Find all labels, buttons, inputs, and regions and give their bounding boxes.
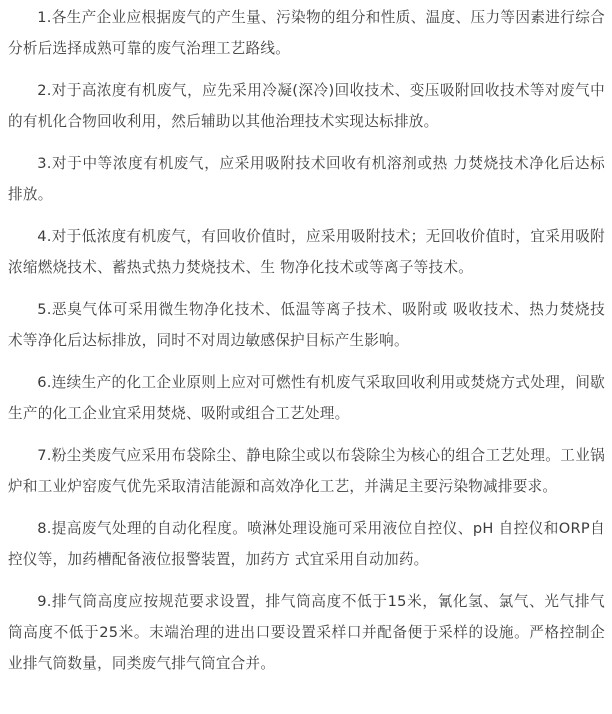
paragraph-3: 3.对于中等浓度有机废气，应采用吸附技术回收有机溶剂或热 力焚烧技术净化后达标排放。 <box>8 155 605 203</box>
paragraph-8: 8.提高废气处理的自动化程度。喷淋处理设施可采用液位自控仪、pH 自控仪和ORP自控仪等，加药槽配备液位报警装置，加药方 式宜采用自动加药。 <box>8 520 605 568</box>
paragraph-1: 1.各生产企业应根据废气的产生量、污染物的组分和性质、温度、压力等因素进行综合分析后选择成熟可靠的废气治理工艺路线。 <box>8 9 605 57</box>
paragraph-7: 7.粉尘类废气应采用布袋除尘、静电除尘或以布袋除尘为核心的组合工艺处理。工业锅炉和工业炉窑废气优先采取清洁能源和高效净化工艺，并满足主要污染物减排要求。 <box>8 447 605 495</box>
paragraph-5: 5.恶臭气体可采用微生物净化技术、低温等离子技术、吸附或 吸收技术、热力焚烧技术等净化后达标排放，同时不对周边敏感保护目标产生影响。 <box>8 301 605 349</box>
paragraph-2: 2.对于高浓度有机废气，应先采用冷凝(深冷)回收技术、变压吸附回收技术等对废气中的有机化合物回收利用，然后辅助以其他治理技术实现达标排放。 <box>8 82 605 130</box>
paragraph-9: 9.排气筒高度应按规范要求设置，排气筒高度不低于15米，氰化氢、氯气、光气排气筒高度不低于25米。末端治理的进出口要设置采样口并配备便于采样的设施。严格控制企业排气筒数量，同类废气排气筒宜合并。 <box>8 593 605 672</box>
paragraph-4: 4.对于低浓度有机废气，有回收价值时，应采用吸附技术；无回收价值时，宜采用吸附浓缩燃烧技术、蓄热式热力焚烧技术、生 物净化技术或等离子等技术。 <box>8 228 605 276</box>
paragraph-6: 6.连续生产的化工企业原则上应对可燃性有机废气采取回收利用或焚烧方式处理，间歇生产的化工企业宜采用焚烧、吸附或组合工艺处理。 <box>8 374 605 422</box>
